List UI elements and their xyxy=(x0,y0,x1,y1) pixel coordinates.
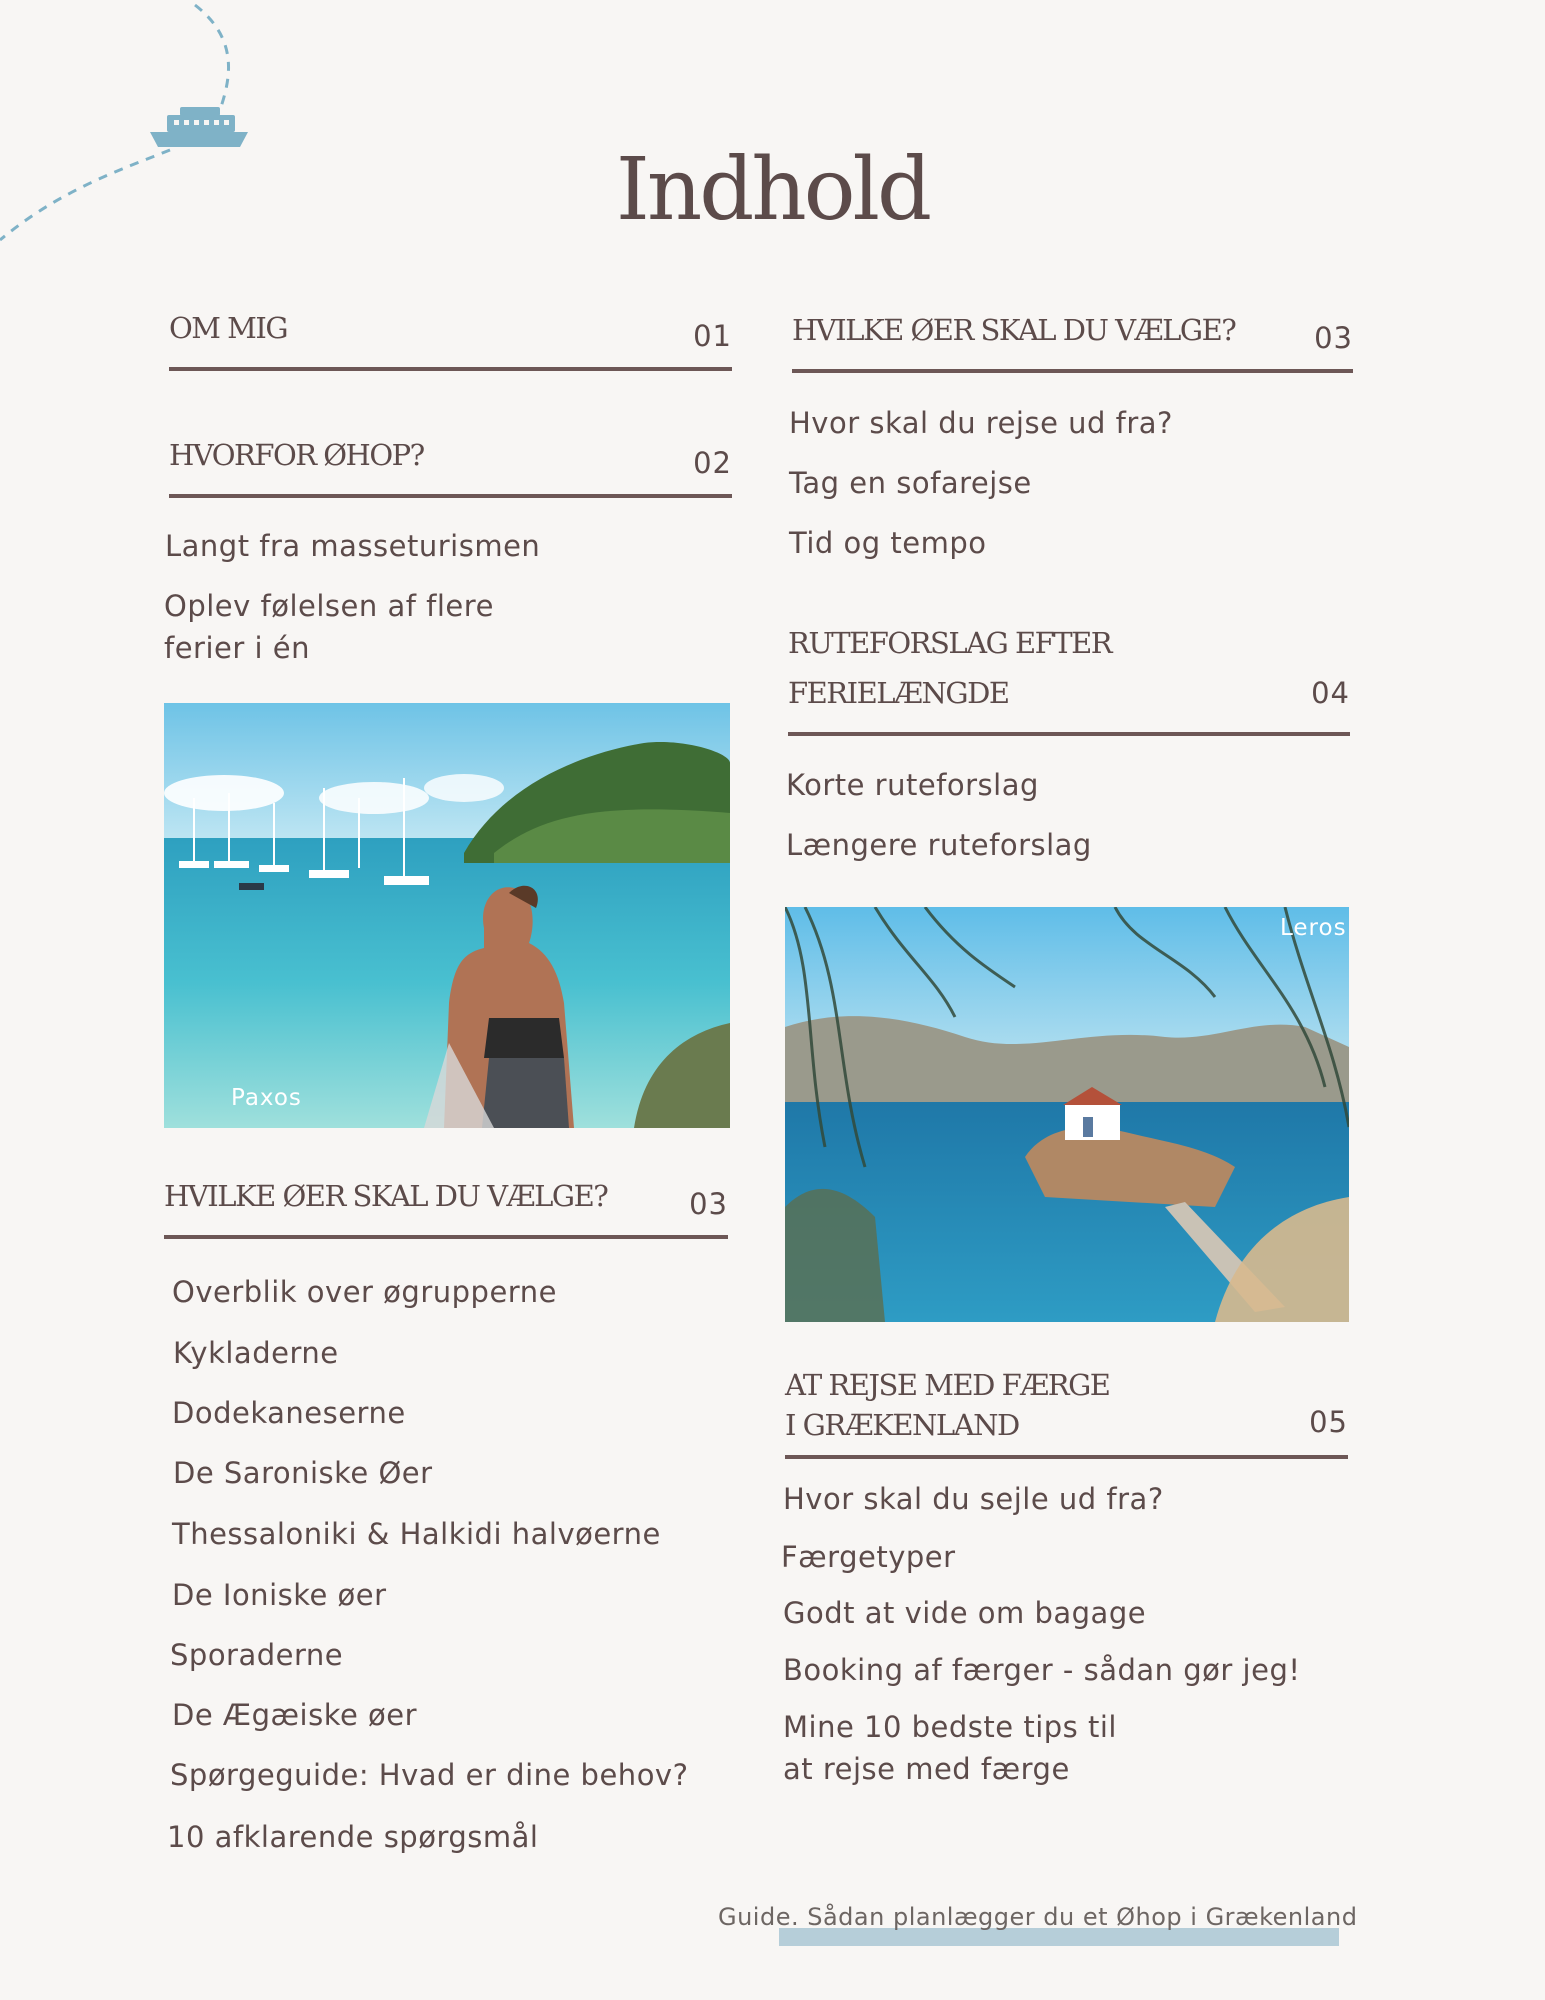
toc-item[interactable]: Færgetyper xyxy=(781,1540,956,1574)
toc-page-number: 05 xyxy=(1309,1405,1348,1439)
toc-item[interactable]: Hvor skal du rejse ud fra? xyxy=(789,406,1173,440)
toc-section-om-mig[interactable] xyxy=(169,305,732,371)
toc-heading-line: I GRÆKENLAND xyxy=(785,1408,1019,1442)
toc-heading-line: AT REJSE MED FÆRGE xyxy=(785,1368,1110,1402)
toc-item[interactable]: Oplev følelsen af flere xyxy=(164,589,494,623)
toc-item[interactable]: Korte ruteforslag xyxy=(786,768,1039,802)
toc-heading: HVILKE ØER SKAL DU VÆLGE? xyxy=(164,1179,608,1213)
toc-item[interactable]: Mine 10 bedste tips til xyxy=(783,1710,1117,1744)
photo-caption: Leros xyxy=(1280,915,1347,941)
toc-page-number: 01 xyxy=(693,319,732,353)
toc-section-ruteforslag[interactable] xyxy=(788,620,1350,736)
toc-heading-line: FERIELÆNGDE xyxy=(788,676,1009,710)
toc-heading: HVILKE ØER SKAL DU VÆLGE? xyxy=(792,313,1236,347)
toc-page-number: 03 xyxy=(689,1187,728,1221)
toc-item[interactable]: De Saroniske Øer xyxy=(173,1456,433,1490)
toc-heading: OM MIG xyxy=(169,311,288,345)
toc-heading: HVORFOR ØHOP? xyxy=(169,438,424,472)
toc-item[interactable]: Tid og tempo xyxy=(789,526,987,560)
toc-page-number: 04 xyxy=(1311,676,1350,710)
toc-item[interactable]: Booking af færger - sådan gør jeg! xyxy=(783,1653,1301,1687)
toc-heading xyxy=(788,618,1111,718)
toc-item[interactable]: Tag en sofarejse xyxy=(789,466,1032,500)
toc-page-number: 02 xyxy=(693,446,732,480)
toc-item[interactable]: Længere ruteforslag xyxy=(786,828,1092,862)
toc-item[interactable]: De Ægæiske øer xyxy=(172,1698,418,1732)
toc-item[interactable]: Kykladerne xyxy=(173,1336,339,1370)
photo-leros xyxy=(785,907,1349,1322)
toc-section-hvilke-oer[interactable] xyxy=(164,1173,728,1239)
toc-item[interactable]: Langt fra masseturismen xyxy=(165,529,541,563)
toc-item[interactable]: De Ioniske øer xyxy=(172,1578,387,1612)
toc-item[interactable]: Spørgeguide: Hvad er dine behov? xyxy=(170,1758,689,1792)
toc-heading xyxy=(785,1365,1109,1445)
toc-heading-line: RUTEFORSLAG EFTER xyxy=(788,626,1112,660)
toc-section-faerge[interactable] xyxy=(785,1343,1348,1459)
toc-item[interactable]: at rejse med færge xyxy=(783,1752,1070,1786)
toc-item[interactable]: ferier i én xyxy=(164,631,311,665)
toc-item[interactable]: Overblik over øgrupperne xyxy=(172,1275,557,1309)
toc-section-hvilke-oer-right[interactable] xyxy=(792,307,1353,373)
toc-item[interactable]: Dodekaneserne xyxy=(172,1396,406,1430)
photo-paxos xyxy=(164,703,730,1128)
toc-page-number: 03 xyxy=(1314,321,1353,355)
toc-section-hvorfor-ohop[interactable] xyxy=(169,432,732,498)
toc-item[interactable]: 10 afklarende spørgsmål xyxy=(167,1820,539,1854)
toc-item[interactable]: Sporaderne xyxy=(170,1638,344,1672)
page-title: Indhold xyxy=(615,140,930,240)
toc-item[interactable]: Hvor skal du sejle ud fra? xyxy=(783,1482,1164,1516)
toc-item[interactable]: Thessaloniki & Halkidi halvøerne xyxy=(172,1517,661,1551)
footer-text: Guide. Sådan planlægger du et Øhop i Grækenland xyxy=(718,1903,1358,1931)
toc-item[interactable]: Godt at vide om bagage xyxy=(783,1596,1147,1630)
photo-caption: Paxos xyxy=(231,1085,302,1111)
